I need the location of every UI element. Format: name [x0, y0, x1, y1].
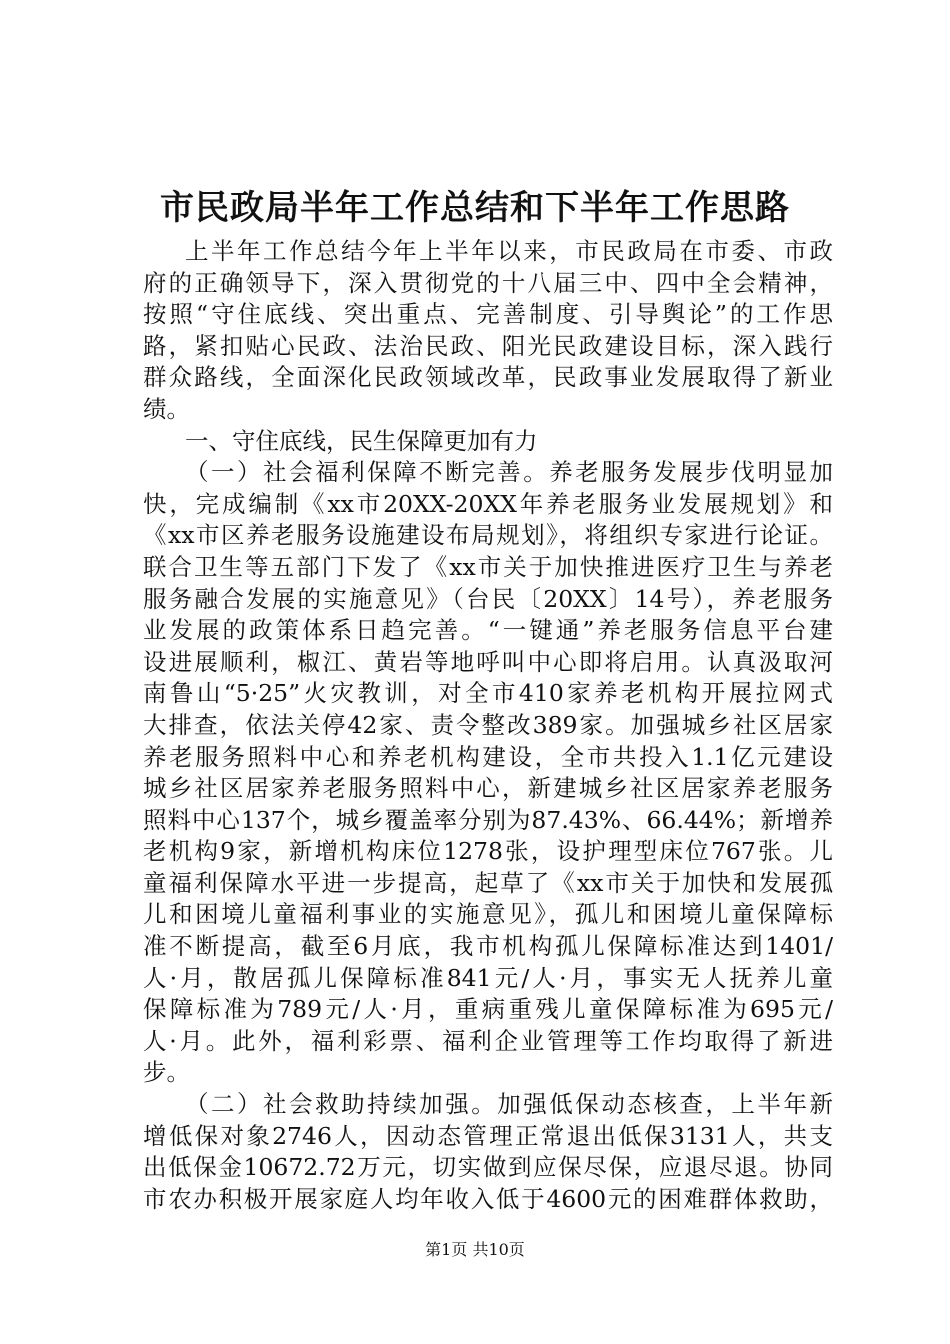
- paragraph-line: 出低保金10672.72万元，切实做到应保尽保，应退尽退。协同: [143, 1153, 833, 1182]
- paragraph-line: 快，完成编制《xx市20XX-20XX年养老服务业发展规划》和: [143, 489, 833, 518]
- page-number-footer: 第1页 共10页: [425, 1240, 525, 1259]
- paragraph-line: 准不断提高，截至6月底，我市机构孤儿保障标准达到1401/: [143, 932, 833, 961]
- paragraph-line: 大排查，依法关停42家、责令整改389家。加强城乡社区居家: [143, 710, 833, 739]
- document-title: 市民政局半年工作总结和下半年工作思路: [160, 188, 790, 228]
- paragraph-line: 《xx市区养老服务设施建设布局规划》，将组织专家进行论证。: [143, 521, 833, 550]
- paragraph-line: 设进展顺利，椒江、黄岩等地呼叫中心即将启用。认真汲取河: [143, 647, 833, 676]
- paragraph-line: 儿和困境儿童福利事业的实施意见》，孤儿和困境儿童保障标: [143, 900, 833, 929]
- document-body: [143, 236, 833, 1215]
- paragraph-line: 养老服务照料中心和养老机构建设，全市共投入1.1亿元建设: [143, 742, 833, 771]
- paragraph-line: 老机构9家，新增机构床位1278张，设护理型床位767张。儿: [143, 837, 833, 866]
- paragraph-line: 上半年工作总结今年上半年以来，市民政局在市委、市政: [185, 237, 833, 265]
- paragraph-line: 增低保对象2746人，因动态管理正常退出低保3131人，共支: [143, 1121, 833, 1150]
- paragraph-line: 绩。: [143, 394, 190, 423]
- paragraph-line: 童福利保障水平进一步提高，起草了《xx市关于加快和发展孤: [143, 868, 833, 897]
- paragraph-line: 服务融合发展的实施意见》（台民〔20XX〕14号），养老服务: [143, 584, 833, 613]
- paragraph-line: 业发展的政策体系日趋完善。“一键通”养老服务信息平台建: [143, 616, 833, 645]
- section-heading: 一、守住底线，民生保障更加有力: [185, 426, 538, 455]
- paragraph-line: （二）社会救助持续加强。加强低保动态核查，上半年新: [185, 1090, 833, 1119]
- paragraph-line: 南鲁山“5·25”火灾教训，对全市410家养老机构开展拉网式: [143, 679, 833, 708]
- paragraph-line: 人·月。此外，福利彩票、福利企业管理等工作均取得了新进: [143, 1026, 833, 1055]
- paragraph-line: 按照“守住底线、突出重点、完善制度、引导舆论”的工作思: [143, 300, 833, 329]
- paragraph-line: 群众路线，全面深化民政领域改革，民政事业发展取得了新业: [143, 363, 833, 392]
- paragraph-line: 市农办积极开展家庭人均年收入低于4600元的困难群体救助，: [143, 1184, 833, 1213]
- paragraph-line: 联合卫生等五部门下发了《xx市关于加快推进医疗卫生与养老: [143, 552, 833, 581]
- paragraph-line: 步。: [143, 1058, 190, 1087]
- paragraph-line: 城乡社区居家养老服务照料中心，新建城乡社区居家养老服务: [143, 774, 833, 803]
- paragraph-line: 照料中心137个，城乡覆盖率分别为87.43%、66.44%；新增养: [143, 805, 833, 834]
- paragraph-line: 路，紧扣贴心民政、法治民政、阳光民政建设目标，深入践行: [143, 331, 833, 360]
- paragraph-line: 人·月，散居孤儿保障标准841元/人·月，事实无人抚养儿童: [143, 963, 833, 992]
- paragraph-line: （一）社会福利保障不断完善。养老服务发展步伐明显加: [185, 458, 833, 487]
- paragraph-line: 府的正确领导下，深入贯彻党的十八届三中、四中全会精神，: [143, 268, 833, 297]
- paragraph-line: 保障标准为789元/人·月，重病重残儿童保障标准为695元/: [143, 995, 833, 1024]
